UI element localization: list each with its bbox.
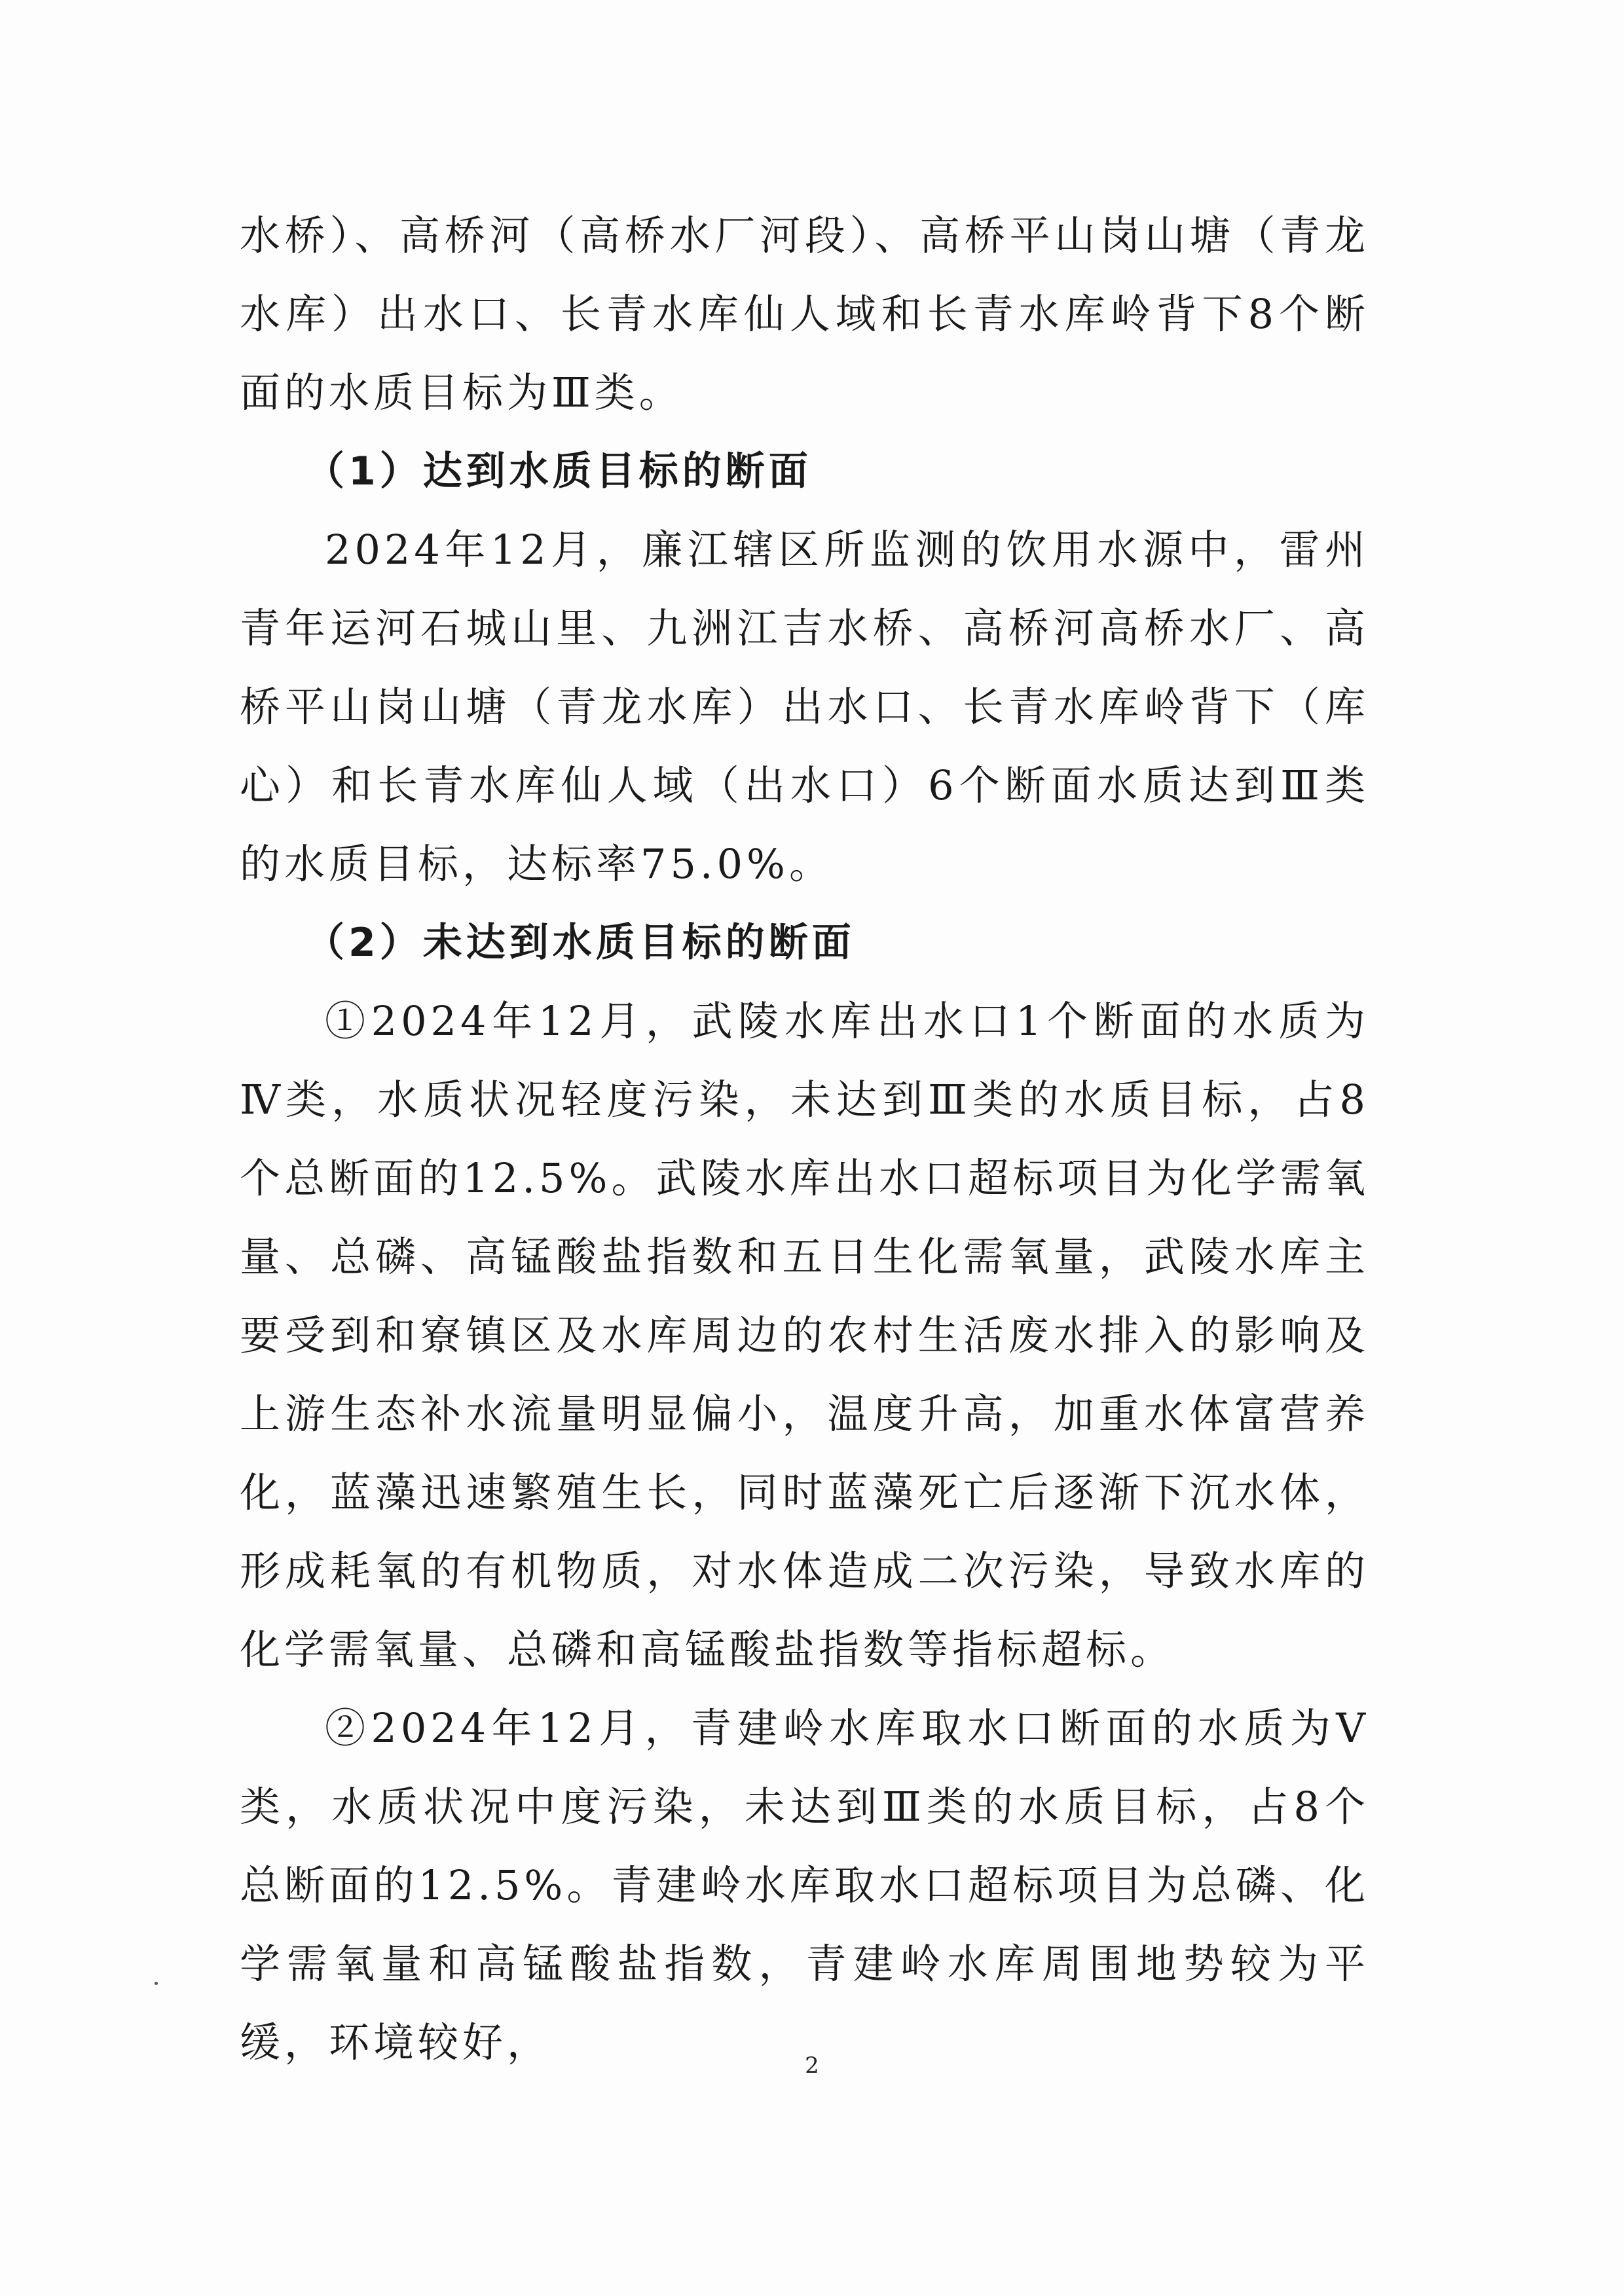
paragraph-wuling-reservoir: ①2024年12月，武陵水库出水口1个断面的水质为Ⅳ类，水质状况轻度污染，未达到Ⅲ类的水质目标，占8个总断面的12.5%。武陵水库出水口超标项目为化学需氧量、总磷、高锰酸盐指数和五日生化需氧量，武陵水库主要受到和寮镇区及水库周边的农村生活废水排入的影响及上游生态补水流量明显偏小，温度升高，加重水体富营养化，蓝藻迅速繁殖生长，同时蓝藻死亡后逐渐下沉水体，形成耗氧的有机物质，对水体造成二次污染，导致水库的化学需氧量、总磷和高锰酸盐指数等指标超标。 [240,997,1369,1673]
page-number: 2 [805,2052,819,2079]
section-heading-targets-met: （1）达到水质目标的断面 [305,448,812,494]
scan-speck [155,1982,158,1985]
paragraph-continuation: 水桥）、高桥河（高桥水厂河段）、高桥平山岗山塘（青龙水库）出水口、长青水库仙人域和长青水库岭背下8个断面的水质目标为Ⅲ类。 [240,211,1369,416]
paragraph-qingjianling-reservoir: ②2024年12月，青建岭水库取水口断面的水质为Ⅴ类，水质状况中度污染，未达到Ⅲ类的水质目标，占8个总断面的12.5%。青建岭水库取水口超标项目为总磷、化学需氧量和高锰酸盐指数，青建岭水库周围地势较为平缓，环境较好， [240,1704,1369,2066]
section-heading-targets-not-met: （2）未达到水质目标的断面 [305,920,855,966]
paragraph-targets-met: 2024年12月，廉江辖区所监测的饮用水源中，雷州青年运河石城山里、九洲江吉水桥、高桥河高桥水厂、高桥平山岗山塘（青龙水库）出水口、长青水库岭背下（库心）和长青水库仙人域（出水口）6个断面水质达到Ⅲ类的水质目标，达标率75.0%。 [240,526,1369,888]
body-text [240,196,1369,2082]
